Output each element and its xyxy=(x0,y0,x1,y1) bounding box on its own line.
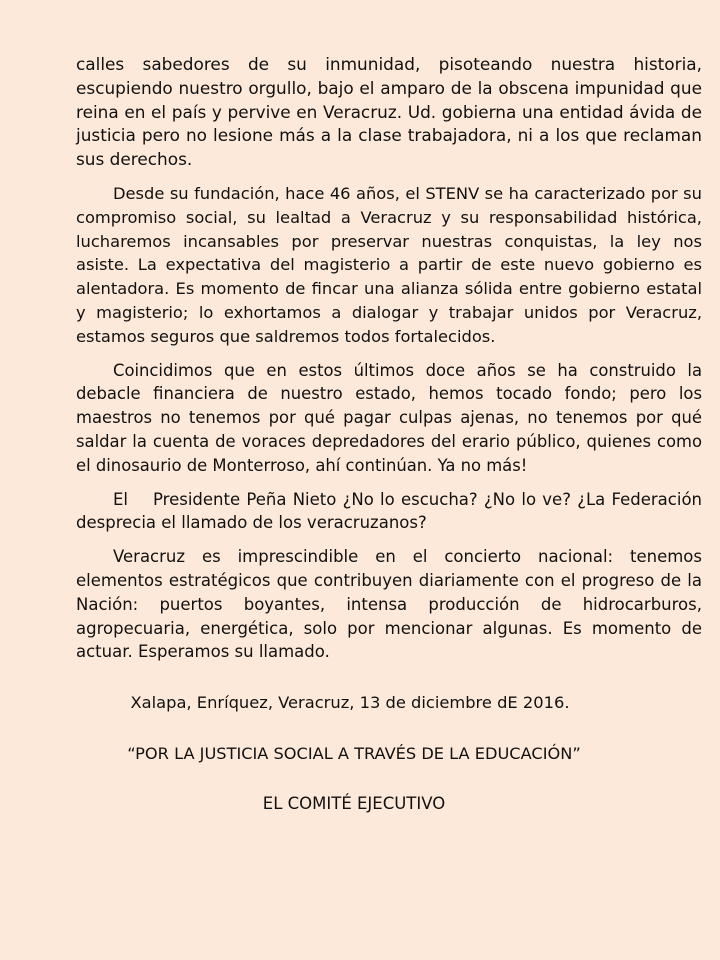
place-and-date: Xalapa, Enríquez, Veracruz, 13 de diciembre dE 2016. xyxy=(130,693,570,712)
motto: “POR LA JUSTICIA SOCIAL A TRAVÉS DE LA EDUCACIÓN” xyxy=(127,744,581,763)
paragraph-stenv-foundation: Desde su fundación, hace 46 años, el STENV se ha caracterizado por su compromiso social, su lealtad a Veracruz y su responsabilidad histórica, lucharemos incansables por preservar nuestras conquistas, la ley nos asiste. La expectativa del magisterio a partir de este nuevo gobierno es alentadora. Es momento de fincar una alianza sólida entre gobierno estatal y magisterio; lo exhortamos a dialogar y trabajar unidos por Veracruz, estamos seguros que saldremos todos fortalecidos. xyxy=(76,183,702,346)
paragraph-president-question: El Presidente Peña Nieto ¿No lo escucha? ¿No lo ve? ¿La Federación desprecia el llamado de los veracruzanos? xyxy=(76,489,708,533)
signatory: EL COMITÉ EJECUTIVO xyxy=(262,794,446,813)
paragraph-continuation: calles sabedores de su inmunidad, pisoteando nuestra historia, escupiendo nuestro orgullo, bajo el amparo de la obscena impunidad que reina en el país y pervive en Veracruz. Ud. gobierna una entidad ávida de justicia pero no lesione más a la clase trabajadora, ni a los que reclaman sus derechos. xyxy=(76,54,702,170)
paragraph-veracruz-importance: Veracruz es imprescindible en el concierto nacional: tenemos elementos estratégicos que contribuyen diariamente con el progreso de la Nación: puertos boyantes, intensa producción de hidrocarburos, agropecuaria, energética, solo por mencionar algunas. Es momento de actuar. Esperamos su llamado. xyxy=(76,547,702,662)
paragraph-financial-debacle: Coincidimos que en estos últimos doce años se ha construido la debacle financiera de nuestro estado, hemos tocado fondo; pero los maestros no tenemos por qué pagar culpas ajenas, no tenemos por qué saldar la cuenta de voraces depredadores del erario público, quienes como el dinosaurio de Monterroso, ahí continúan. Ya no más! xyxy=(76,360,702,475)
letter-body xyxy=(76,53,708,674)
